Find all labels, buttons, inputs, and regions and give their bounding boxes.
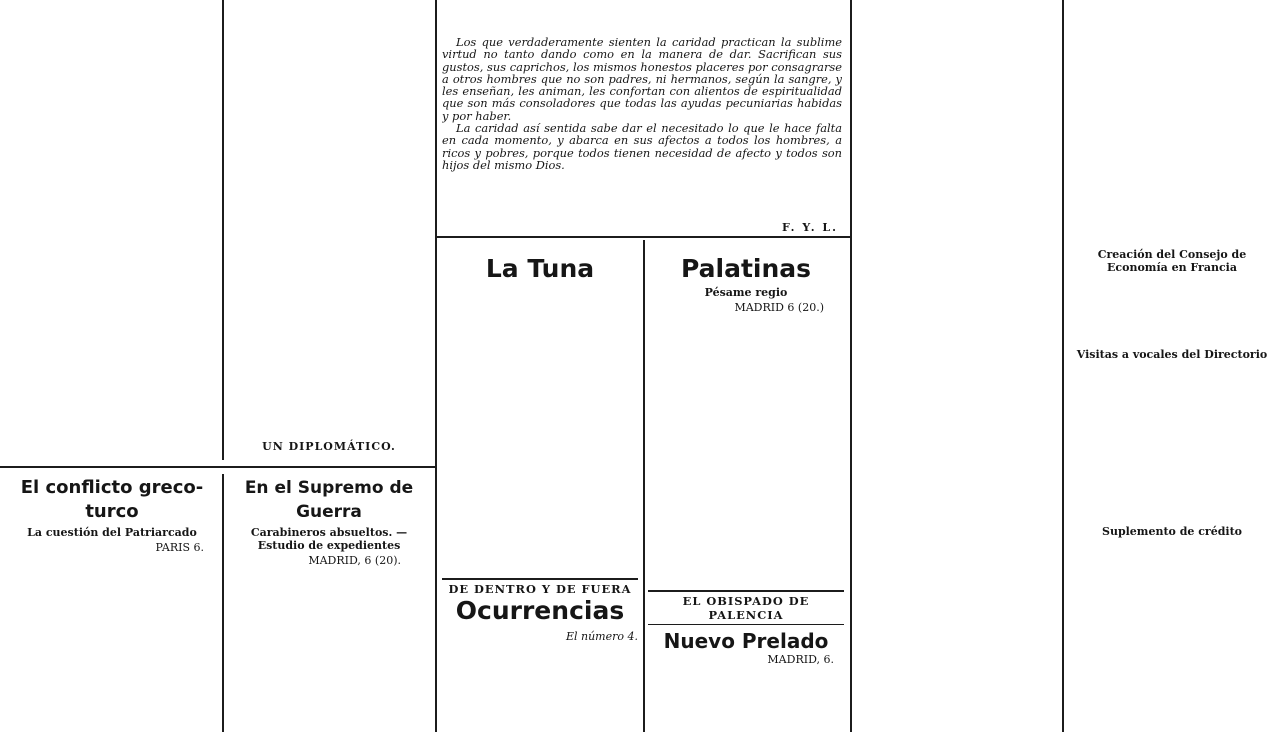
subhead: Carabineros absueltos. — Estudio de expedientes (250, 526, 408, 552)
article-supremo (227, 476, 431, 732)
column-rule (222, 0, 224, 460)
column-rule (850, 0, 852, 732)
dateline: MADRID, 6 (20). (308, 554, 401, 567)
dateline: MADRID, 6. (767, 653, 834, 666)
column-rule (643, 240, 645, 732)
column-rule (435, 0, 437, 732)
headline: Ocurrencias (455, 596, 625, 625)
section-rule (436, 236, 850, 238)
paragraph: Los que verdaderamente sienten la caridad practican la sublime virtud no tanto dando como en la manera de dar. Sacrifican sus gustos, sus caprichos, los mismos honestos placeres por consagrarse a otros hombres que no son padres, ni hermanos, según la sangre, y les enseñan, les animan, les confortan con alientos de espiritualidad que son más consoladores que todas las ayudas pecuniarias habidas y por haber. (442, 35, 842, 123)
subhead: La cuestión del Patriarcado (27, 526, 197, 539)
subhead: Creación del Consejo de Economía en Francia (1097, 248, 1247, 274)
dateline: MADRID 6 (20.) (734, 301, 824, 314)
section-kicker: EL OBISPADO DE PALENCIA (682, 594, 810, 622)
section-rule (0, 466, 435, 468)
headline: En el Supremo de Guerra (244, 478, 414, 522)
essay-body (442, 36, 842, 171)
section-kicker: DE DENTRO Y DE FUERA (448, 582, 632, 596)
column-3-essay (442, 0, 842, 236)
headline: Nuevo Prelado (663, 629, 829, 653)
headline: Palatinas (680, 254, 812, 283)
column-6 (1068, 0, 1276, 732)
subhead: Pésame regio (704, 286, 788, 299)
column-2 (228, 0, 430, 460)
article-conflicto (6, 476, 218, 732)
signoff: F. Y. L. (781, 221, 838, 234)
article-tuna (442, 246, 638, 578)
dateline: PARIS 6. (155, 541, 204, 554)
article-palatinas (648, 246, 844, 732)
subhead: Suplemento de crédito (1102, 525, 1242, 538)
headline: La Tuna (485, 254, 595, 283)
headline: El conflicto greco-turco (20, 477, 204, 522)
caption: El número 4. (565, 630, 638, 643)
subhead: Visitas a vocales del Directorio (1076, 348, 1268, 361)
column-rule (222, 474, 224, 732)
signoff: UN DIPLOMÁTICO. (262, 440, 396, 453)
article-ocurrencias (442, 578, 638, 732)
column-rule (1062, 0, 1064, 732)
paragraph: La caridad así sentida sabe dar el necesitado lo que le hace falta en cada momento, y abarca en sus afectos a todos los hombres, a ricos y pobres, porque todos tienen necesidad de afecto y todos son hijos del mismo Dios. (442, 121, 842, 172)
